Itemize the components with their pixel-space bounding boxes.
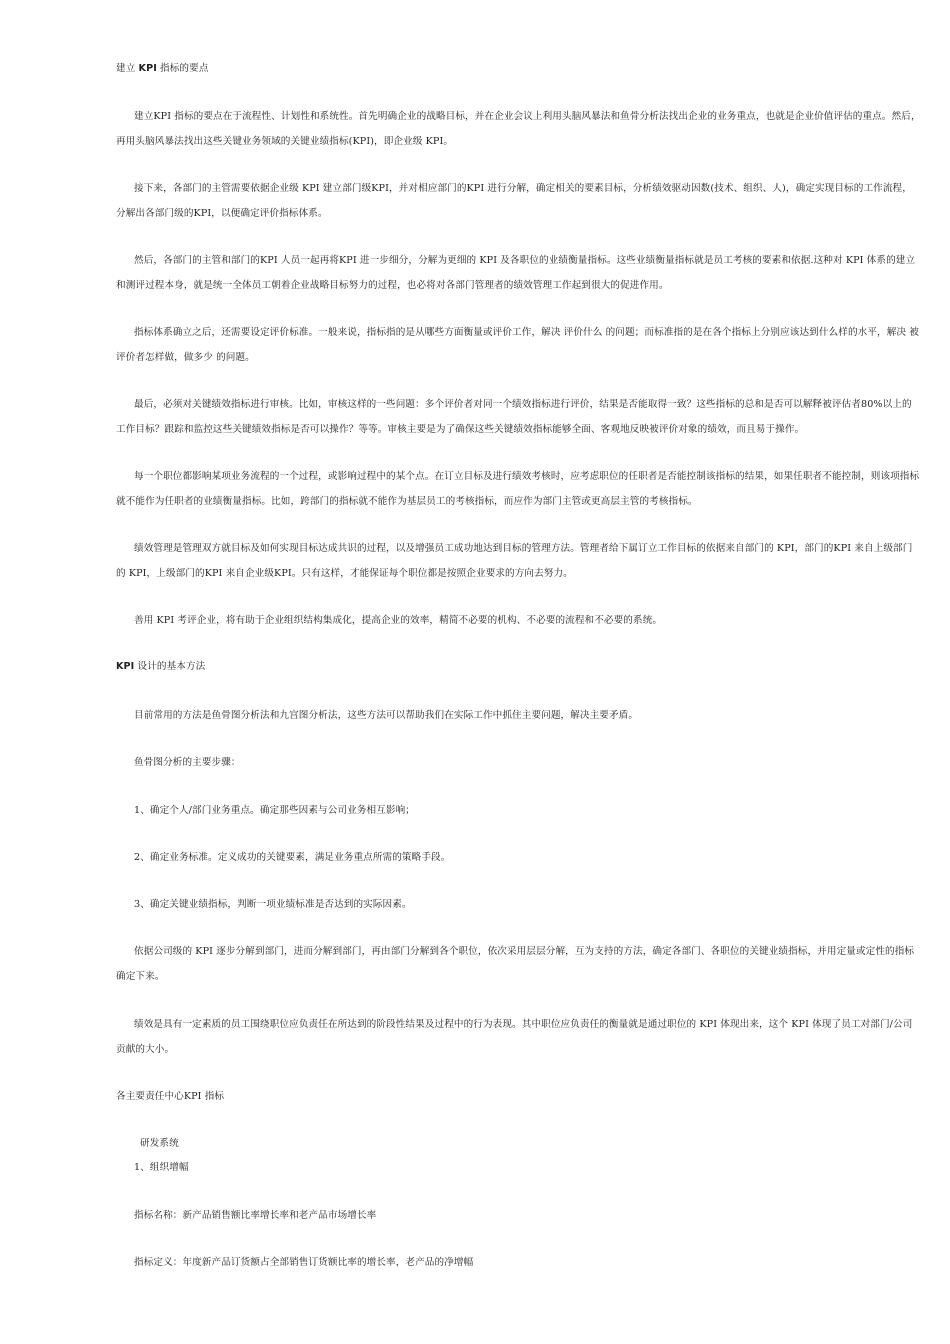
paragraph-line: 绩效是具有一定素质的员工围绕职位应负责任在所达到的阶段性结果及过程中的行为表现。其中职位应负责任的衡量就是通过职位的 KPI 体现出来，这个 KPI 体现了员工对部门/公司 — [134, 1019, 913, 1030]
list-item: 3、确定关键业绩指标，判断一项业绩标准是否达到的实际因素。 — [134, 899, 412, 910]
paragraph-line: 绩效管理是管理双方就目标及如何实现目标达成共识的过程，以及增强员工成功地达到目标的管理方法。管理者给下属订立工作目标的依据来自部门的 KPI，部门的KPI 来自上级部门 — [134, 543, 913, 554]
paragraph-line: 接下来，各部门的主管需要依据企业级 KPI 建立部门级KPI，并对相应部门的KPI 进行分解，确定相关的要素目标，分析绩效驱动因数(技术、组织、人)，确定实现目标的工作流程， — [134, 183, 912, 194]
paragraph-line: 依据公司级的 KPI 逐步分解到部门，进而分解到部门，再由部门分解到各个职位，依次采用层层分解，互为支持的方法，确定各部门、各职位的关键业绩指标，并用定量或定性的指标 — [134, 946, 915, 957]
subsection-label: 研发系统 — [140, 1138, 179, 1149]
paragraph-line: 建立KPI 指标的要点在于流程性、计划性和系统性。首先明确企业的战略目标，并在企业会议上利用头脑风暴法和鱼骨分析法找出企业的业务重点，也就是企业价值评估的重点。然后， — [134, 111, 921, 122]
list-item: 2、确定业务标准。定义成功的关键要素，满足业务重点所需的策略手段。 — [134, 852, 451, 863]
indicator-name-line: 指标名称：新产品销售额比率增长率和老产品市场增长率 — [134, 1210, 377, 1221]
paragraph-line: 最后，必须对关键绩效指标进行审核。比如，审核这样的一些问题：多个评价者对同一个绩效指标进行评价，结果是否能取得一致？这些指标的总和是否可以解释被评估者80%以上的 — [134, 399, 912, 410]
paragraph-line: 工作目标？跟踪和监控这些关键绩效指标是否可以操作？等等。审核主要是为了确保这些关键绩效指标能够全面、客观地反映被评价对象的绩效，而且易于操作。 — [116, 424, 805, 435]
paragraph-line: 就不能作为任职者的业绩衡量指标。比如，跨部门的指标就不能作为基层员工的考核指标，而应作为部门主管或更高层主管的考核指标。 — [116, 496, 698, 507]
paragraph-line: 指标体系确立之后，还需要设定评价标准。一般来说，指标指的是从哪些方面衡量或评价工作，解决 评价什么 的问题；而标准指的是在各个指标上分别应该达到什么样的水平，解决 被 — [134, 327, 919, 338]
paragraph-line: 贡献的大小。 — [116, 1044, 175, 1055]
list-item: 1、确定个人/部门业务重点。确定那些因素与公司业务相互影响； — [134, 805, 415, 816]
list-item: 1、组织增幅 — [134, 1162, 189, 1173]
section-heading-responsibility-centers: 各主要责任中心KPI 指标 — [116, 1091, 225, 1102]
section-heading-kpi-key-points: 建立 KPI 指标的要点 — [116, 63, 209, 74]
paragraph-line: 善用 KPI 考评企业，将有助于企业组织结构集成化，提高企业的效率，精简不必要的机构、不必要的流程和不必要的系统。 — [134, 615, 663, 626]
paragraph-line: 每一个职位都影响某项业务流程的一个过程，或影响过程中的某个点。在订立目标及进行绩效考核时，应考虑职位的任职者是否能控制该指标的结果，如果任职者不能控制，则该项指标 — [134, 471, 920, 482]
paragraph-line: 的 KPI，上级部门的KPI 来自企业级KPI。只有这样，才能保证每个职位都是按照企业要求的方向去努力。 — [116, 568, 573, 579]
section-heading-kpi-design-methods: KPI 设计的基本方法 — [116, 661, 206, 672]
paragraph-line: 再用头脑风暴法找出这些关键业务领域的关键业绩指标(KPI)，即企业级 KPI。 — [116, 136, 454, 147]
paragraph-line: 然后，各部门的主管和部门的KPI 人员一起再将KPI 进一步细分，分解为更细的 KPI 及各职位的业绩衡量指标。这些业绩衡量指标就是员工考核的要素和依据.这种对 KPI 体系的建立 — [134, 255, 916, 266]
paragraph-line: 分解出各部门级的KPI，以便确定评价指标体系。 — [116, 208, 328, 219]
paragraph-line: 确定下来。 — [116, 971, 165, 982]
paragraph-line: 评价者怎样做，做多少 的问题。 — [116, 352, 255, 363]
paragraph-line: 目前常用的方法是鱼骨图分析法和九宫图分析法，这些方法可以帮助我们在实际工作中抓住主要问题，解决主要矛盾。 — [134, 710, 639, 721]
paragraph-line: 鱼骨图分析的主要步骤： — [134, 757, 241, 768]
paragraph-line: 和测评过程本身，就是统一全体员工朝着企业战略目标努力的过程，也必将对各部门管理者的绩效管理工作起到很大的促进作用。 — [116, 280, 669, 291]
indicator-definition-line: 指标定义：年度新产品订货额占全部销售订货额比率的增长率，老产品的净增幅 — [134, 1257, 474, 1268]
